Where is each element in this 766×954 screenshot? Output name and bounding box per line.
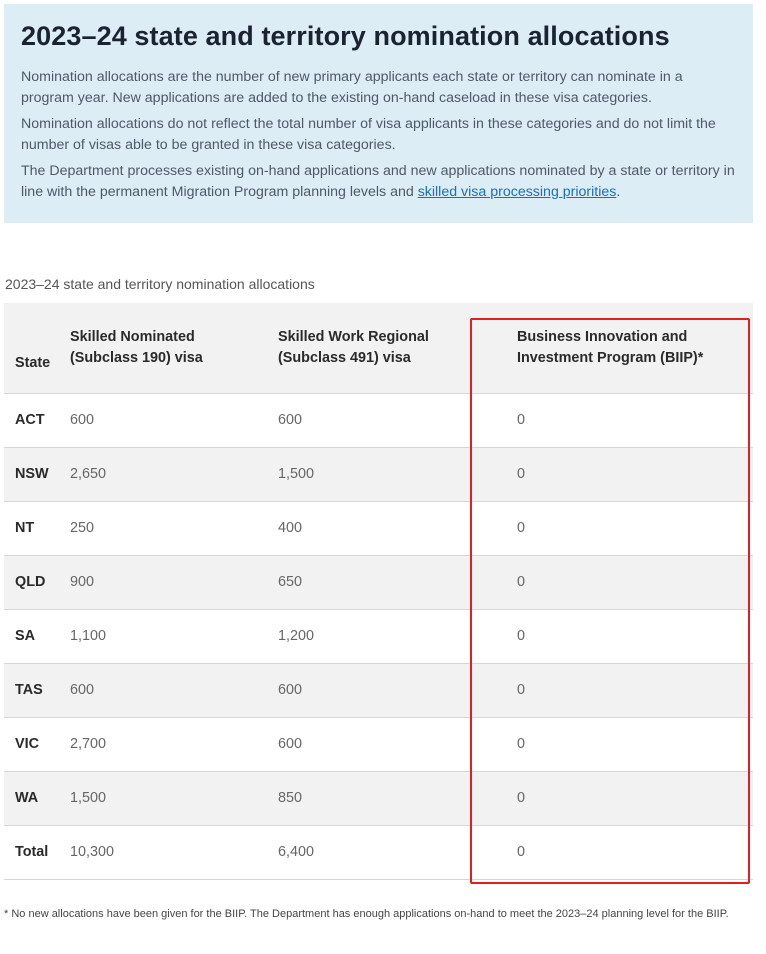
subclass-491-cell: 850 bbox=[278, 790, 303, 806]
table-row bbox=[4, 663, 753, 717]
info-panel bbox=[4, 4, 753, 223]
header-state: State bbox=[15, 354, 51, 371]
biip-cell: 0 bbox=[517, 466, 526, 482]
biip-cell: 0 bbox=[517, 844, 526, 860]
state-cell: WA bbox=[15, 790, 39, 806]
biip-cell: 0 bbox=[517, 682, 526, 698]
info-paragraph-3-end: . bbox=[616, 184, 621, 200]
biip-cell: 0 bbox=[517, 574, 526, 590]
subclass-491-cell: 650 bbox=[278, 574, 303, 590]
table-row bbox=[4, 609, 753, 663]
table-row bbox=[4, 501, 753, 555]
state-cell: NSW bbox=[15, 466, 49, 482]
table-caption: 2023–24 state and territory nomination allocations bbox=[5, 276, 315, 292]
subclass-190-cell: 10,300 bbox=[70, 844, 115, 860]
subclass-190-cell: 600 bbox=[70, 682, 95, 698]
state-cell: QLD bbox=[15, 574, 46, 590]
header-biip: Business Innovation and Investment Program (BIIP)* bbox=[517, 328, 704, 366]
state-cell: SA bbox=[15, 628, 35, 644]
table-row bbox=[4, 447, 753, 501]
state-cell: VIC bbox=[15, 736, 39, 752]
biip-cell: 0 bbox=[517, 790, 526, 806]
subclass-190-cell: 600 bbox=[70, 412, 95, 428]
info-paragraph-1: Nomination allocations are the number of new primary applicants each state or territory can nominate in a program year. New applications are added to the existing on-hand caseload in these visa categories. bbox=[21, 69, 683, 106]
info-paragraph-3-text: The Department processes existing on-hand applications and new applications nominated by a state or territory in line with the permanent Migration Program planning levels and bbox=[21, 163, 735, 200]
biip-cell: 0 bbox=[517, 736, 526, 752]
table-row bbox=[4, 555, 753, 609]
header-skilled-nominated-190: Skilled Nominated (Subclass 190) visa bbox=[70, 328, 203, 366]
table-header-row bbox=[4, 303, 753, 393]
subclass-491-cell: 400 bbox=[278, 520, 303, 536]
allocations-table bbox=[4, 303, 753, 880]
table-row-total bbox=[4, 825, 753, 879]
info-paragraph-3 bbox=[21, 161, 737, 203]
biip-cell: 0 bbox=[517, 628, 526, 644]
subclass-491-cell: 600 bbox=[278, 736, 303, 752]
state-cell: TAS bbox=[15, 682, 43, 698]
subclass-491-cell: 600 bbox=[278, 412, 303, 428]
subclass-190-cell: 1,100 bbox=[70, 628, 107, 644]
subclass-190-cell: 2,650 bbox=[70, 466, 107, 482]
state-cell: Total bbox=[15, 844, 49, 860]
footnote: * No new allocations have been given for the BIIP. The Department has enough applications on-hand to meet the 2023–24 planning level for the BIIP. bbox=[4, 908, 729, 920]
processing-priorities-link[interactable]: skilled visa processing priorities bbox=[417, 184, 617, 200]
table-row bbox=[4, 393, 753, 447]
subclass-491-cell: 1,200 bbox=[278, 628, 315, 644]
biip-cell: 0 bbox=[517, 412, 526, 428]
info-paragraph-2: Nomination allocations do not reflect the total number of visa applicants in these categories and do not limit the number of visas able to be granted in these visa categories. bbox=[21, 116, 716, 153]
subclass-491-cell: 600 bbox=[278, 682, 303, 698]
table-row bbox=[4, 717, 753, 771]
subclass-491-cell: 6,400 bbox=[278, 844, 315, 860]
state-cell: ACT bbox=[15, 412, 45, 428]
table-row bbox=[4, 771, 753, 825]
header-skilled-work-regional-491: Skilled Work Regional (Subclass 491) visa bbox=[278, 328, 429, 366]
subclass-190-cell: 2,700 bbox=[70, 736, 107, 752]
subclass-491-cell: 1,500 bbox=[278, 466, 315, 482]
subclass-190-cell: 250 bbox=[70, 520, 95, 536]
subclass-190-cell: 900 bbox=[70, 574, 95, 590]
page-title: 2023–24 state and territory nomination allocations bbox=[21, 21, 670, 51]
state-cell: NT bbox=[15, 520, 35, 536]
biip-cell: 0 bbox=[517, 520, 526, 536]
subclass-190-cell: 1,500 bbox=[70, 790, 107, 806]
